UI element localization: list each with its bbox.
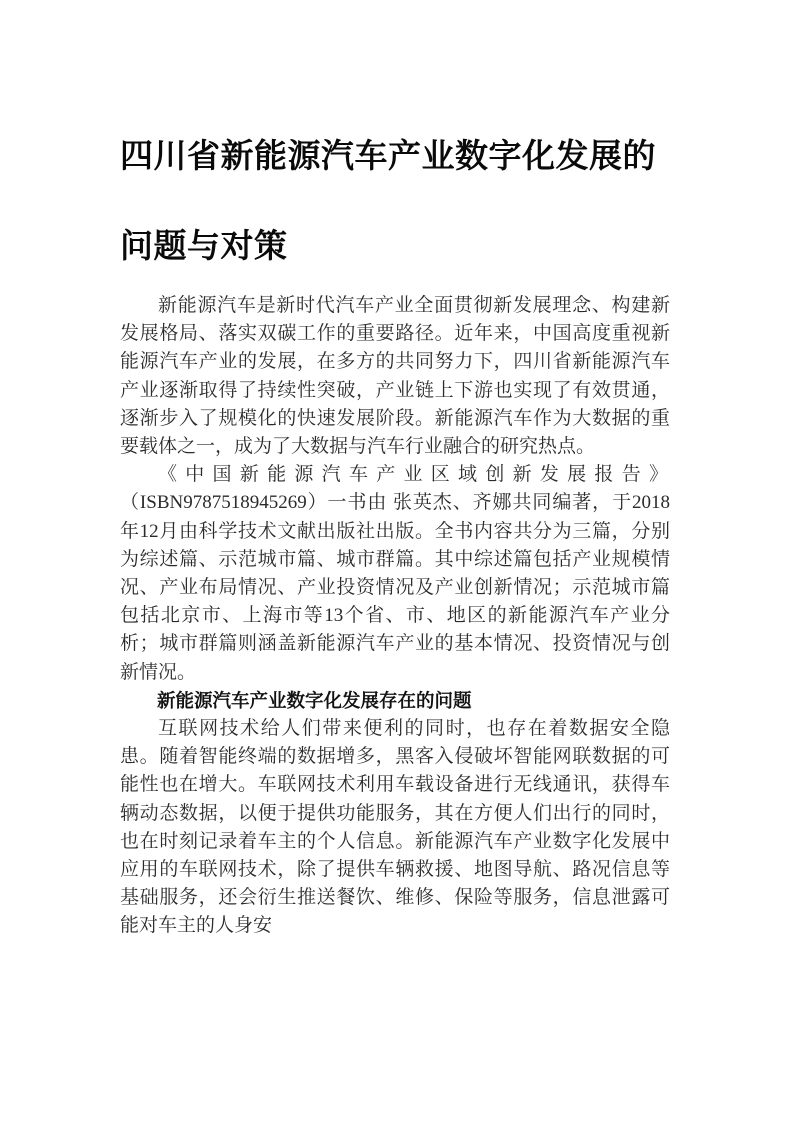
section-heading-problems: 新能源汽车产业数字化发展存在的问题 (157, 689, 472, 711)
book-title-line: 《中国新能源汽车产业区域创新发展报告》 (158, 464, 668, 486)
body-paragraph-book-review (120, 461, 670, 687)
body-paragraph-intro: 新能源汽车是新时代汽车产业全面贯彻新发展理念、构建新发展格局、落实双碳工作的重要路径。近年来，中国高度重视新能源汽车产业的发展，在多方的共同努力下，四川省新能源汽车产业逐渐取得了持续性突破，产业链上下游也实现了有效贯通，逐渐步入了规模化的快速发展阶段。新能源汽车作为大数据的重要载体之一，成为了大数据与汽车行业融合的研究热点。 (120, 295, 670, 458)
page-content-column (120, 0, 670, 941)
body-paragraph-problems: 互联网技术给人们带来便利的同时，也存在着数据安全隐患。随着智能终端的数据增多，黑客入侵破坏智能网联数据的可能性也在增大。车联网技术利用车载设备进行无线通讯，获得车辆动态数据，以便于提供功能服务，其在方便人们出行的同时，也在时刻记录着车主的个人信息。新能源汽车产业数字化发展中应用的车联网技术，除了提供车辆救援、地图导航、路况信息等基础服务，还会衍生推送餐饮、维修、保险等服务，信息泄露可能对车主的人身安 (120, 718, 670, 937)
page-title: 四川省新能源汽车产业数字化发展的问题与对策 (120, 139, 656, 265)
book-review-text: （ISBN9787518945269）一书由 张英杰、齐娜共同编著，于2018年12月由科学技术文献出版社出版。全书内容共分为三篇，分别为综述篇、示范城市篇、城市群篇。其中综述篇包括产业规模情况、产业布局情况、产业投资情况及产业创新情况；示范城市篇包括北京市、上海市等13个省、市、地区的新能源汽车产业分析；城市群篇则涵盖新能源汽车产业的基本情况、投资情况与创新情况。 (120, 492, 670, 683)
